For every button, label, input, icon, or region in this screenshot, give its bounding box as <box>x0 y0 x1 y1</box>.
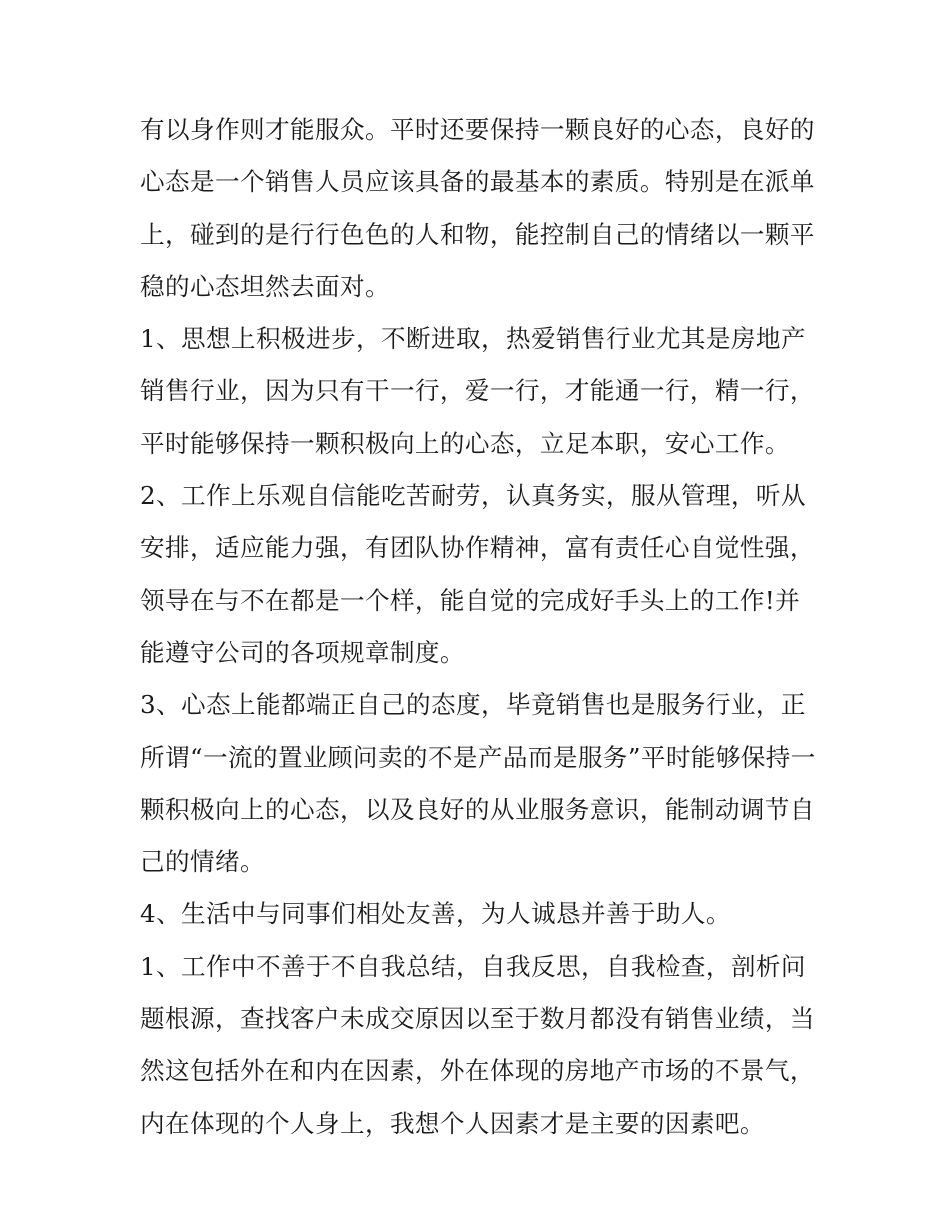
text-line: 题根源，查找客户未成交原因以至于数月都没有销售业绩，当 <box>140 1004 815 1034</box>
text-line: 2、工作上乐观自信能吃苦耐劳，认真务实，服从管理，听从 <box>140 481 806 511</box>
text-line: 平时能够保持一颗积极向上的心态，立足本职，安心工作。 <box>140 428 790 458</box>
text-line: 1、工作中不善于不自我总结，自我反思，自我检查，剖析问 <box>140 951 806 981</box>
text-line: 1、思想上积极进步，不断进取，热爱销售行业尤其是房地产 <box>140 324 806 354</box>
text-line: 所谓“一流的置业顾问卖的不是产品而是服务”平时能够保持一 <box>140 742 816 772</box>
text-line: 有以身作则才能服众。平时还要保持一颗良好的心态，良好的 <box>140 115 815 144</box>
text-line: 稳的心态坦然去面对。 <box>140 271 390 301</box>
text-line: 3、心态上能都端正自己的态度，毕竟销售也是服务行业，正 <box>140 690 806 720</box>
text-line: 4、生活中与同事们相处友善，为人诚恳并善于助人。 <box>140 899 731 929</box>
text-line: 上，碰到的是行行色色的人和物，能控制自己的情绪以一颗平 <box>140 219 815 249</box>
text-line: 心态是一个销售人员应该具备的最基本的素质。特别是在派单 <box>140 167 815 197</box>
text-line: 己的情绪。 <box>140 847 265 877</box>
text-line: 能遵守公司的各项规章制度。 <box>140 637 465 667</box>
text-line: 领导在与不在都是一个样，能自觉的完成好手头上的工作!并 <box>140 585 801 615</box>
body-text <box>140 108 820 1154</box>
text-line: 安排，适应能力强，有团队协作精神，富有责任心自觉性强， <box>140 533 815 563</box>
text-line: 颗积极向上的心态，以及良好的从业服务意识，能制动调节自 <box>140 794 815 824</box>
text-line: 然这包括外在和内在因素，外在体现的房地产市场的不景气， <box>140 1056 815 1086</box>
text-line: 内在体现的个人身上，我想个人因素才是主要的因素吧。 <box>140 1108 765 1138</box>
text-line: 销售行业，因为只有干一行，爱一行，才能通一行，精一行， <box>140 376 815 406</box>
